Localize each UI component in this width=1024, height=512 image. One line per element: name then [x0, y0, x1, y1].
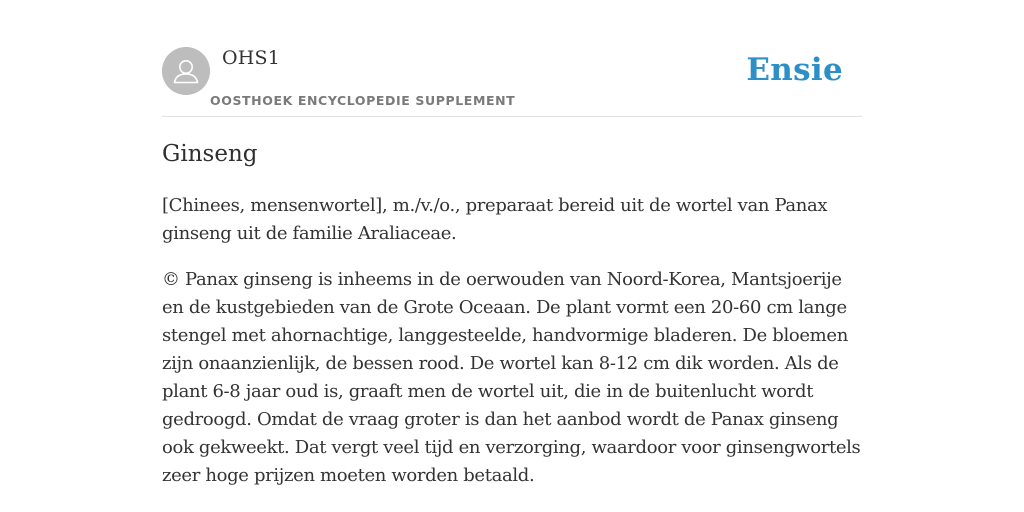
ensie-logo-link[interactable]: Ensie [746, 52, 843, 88]
source-name[interactable]: OOSTHOEK ENCYCLOPEDIE SUPPLEMENT [210, 93, 516, 108]
entry-paragraph-description: © Panax ginseng is inheems in de oerwouden van Noord-Korea, Mantsjoerije en de kustgebieden van de Grote Oceaan. De plant vormt een 20-60 cm lange stengel met ahornachtige, langgesteelde, handvormige bladeren. De bloemen zijn onaanzienlijk, de bessen rood. De wortel kan 8-12 cm dik worden. Als de plant 6-8 jaar oud is, graaft men de wortel uit, die in de buitenlucht wordt gedroogd. Omdat de vraag groter is dan het aanbod wordt de Panax ginseng ook gekweekt. Dat vergt veel tijd en verzorging, waardoor voor ginsengwortels zeer hoge prijzen moeten worden betaald. [162, 269, 861, 486]
source-code[interactable]: OHS1 [222, 47, 281, 69]
source-header [162, 0, 862, 117]
entry-title: Ginseng [162, 141, 258, 167]
entry-page [162, 0, 862, 512]
user-avatar-icon[interactable] [162, 47, 210, 95]
entry-body [162, 192, 862, 508]
entry-paragraph-definition: [Chinees, mensenwortel], m./v./o., preparaat bereid uit de wortel van Panax ginseng uit de familie Araliaceae. [162, 195, 828, 244]
